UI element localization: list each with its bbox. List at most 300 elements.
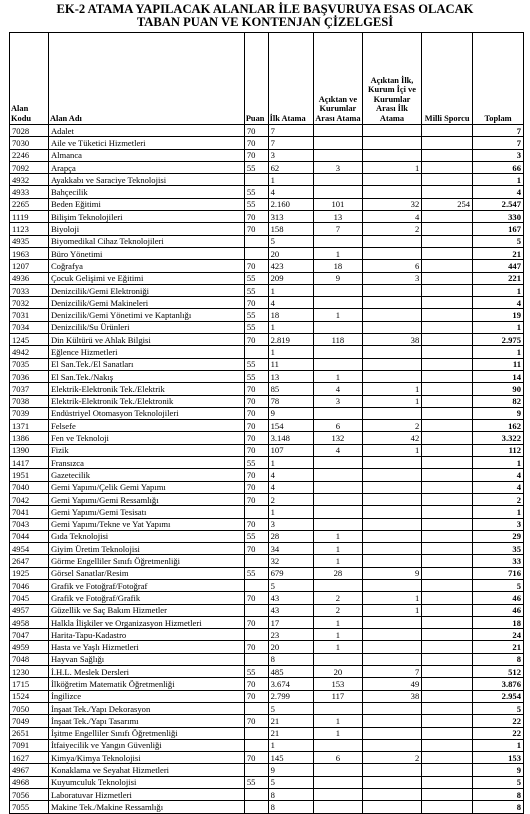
cell-toplam: 9	[473, 407, 524, 419]
cell-toplam: 18	[473, 616, 524, 628]
table-row	[10, 161, 524, 173]
cell-alan-adi: İşitme Engelliler Sınıfı Öğretmenliği	[48, 727, 244, 739]
cell-alan-adi: Gemi Yapımı/Gemi Ressamlığı	[48, 493, 244, 505]
cell-alan-adi: Bahçecilik	[48, 186, 244, 198]
cell-aciktan-ilk-kurum-ici: 1	[362, 604, 422, 616]
cell-puan: 70	[244, 518, 268, 530]
cell-toplam: 2.975	[473, 334, 524, 346]
table-row	[10, 444, 524, 456]
cell-aciktan-ilk-kurum-ici	[362, 481, 422, 493]
cell-puan: 70	[244, 223, 268, 235]
cell-aciktan-kurumlar-arasi	[314, 137, 363, 149]
cell-toplam: 8	[473, 789, 524, 801]
cell-aciktan-ilk-kurum-ici	[362, 543, 422, 555]
cell-alan-kodu: 7043	[10, 518, 49, 530]
cell-toplam: 2.954	[473, 690, 524, 702]
cell-aciktan-kurumlar-arasi	[314, 518, 363, 530]
cell-aciktan-ilk-kurum-ici	[362, 579, 422, 591]
cell-puan: 55	[244, 321, 268, 333]
cell-alan-kodu: 7049	[10, 715, 49, 727]
table-row	[10, 420, 524, 432]
cell-milli-sporcu	[422, 457, 473, 469]
cell-puan: 55	[244, 161, 268, 173]
cell-toplam: 1	[473, 321, 524, 333]
cell-aciktan-ilk-kurum-ici	[362, 555, 422, 567]
cell-milli-sporcu	[422, 211, 473, 223]
cell-toplam: 167	[473, 223, 524, 235]
table-row	[10, 137, 524, 149]
cell-alan-kodu: 4942	[10, 346, 49, 358]
cell-alan-adi: Fransızca	[48, 457, 244, 469]
cell-aciktan-kurumlar-arasi: 7	[314, 223, 363, 235]
cell-ilk-atama: 34	[268, 543, 313, 555]
cell-toplam: 330	[473, 211, 524, 223]
cell-toplam: 4	[473, 186, 524, 198]
cell-milli-sporcu	[422, 776, 473, 788]
table-row	[10, 690, 524, 702]
cell-alan-kodu: 4967	[10, 764, 49, 776]
cell-alan-kodu: 1925	[10, 567, 49, 579]
cell-alan-kodu: 7031	[10, 309, 49, 321]
cell-aciktan-ilk-kurum-ici	[362, 702, 422, 714]
cell-aciktan-ilk-kurum-ici	[362, 137, 422, 149]
cell-ilk-atama: 17	[268, 616, 313, 628]
cell-alan-adi: Hayvan Sağlığı	[48, 653, 244, 665]
quota-table	[9, 32, 524, 814]
cell-alan-adi: İtfaiyecilik ve Yangın Güvenliği	[48, 739, 244, 751]
cell-toplam: 3	[473, 149, 524, 161]
cell-alan-kodu: 1524	[10, 690, 49, 702]
cell-puan: 70	[244, 493, 268, 505]
cell-toplam: 21	[473, 641, 524, 653]
header-aciktan-ilk-kurum-ici: Açıktan İlk, Kurum İçi ve Kurumlar Arası İlk Atama	[362, 33, 422, 125]
cell-alan-adi: Denizcilik/Gemi Elektroniği	[48, 284, 244, 296]
table-row	[10, 604, 524, 616]
cell-aciktan-ilk-kurum-ici: 42	[362, 432, 422, 444]
cell-toplam: 4	[473, 469, 524, 481]
cell-puan	[244, 653, 268, 665]
table-row	[10, 358, 524, 370]
table-row	[10, 801, 524, 813]
cell-toplam: 4	[473, 297, 524, 309]
cell-alan-adi: Elektrik-Elektronik Tek./Elektronik	[48, 395, 244, 407]
cell-milli-sporcu	[422, 149, 473, 161]
cell-alan-adi: Büro Yönetimi	[48, 247, 244, 259]
header-alan-adi: Alan Adı	[48, 33, 244, 125]
cell-milli-sporcu	[422, 653, 473, 665]
cell-alan-adi: Bilişim Teknolojileri	[48, 211, 244, 223]
cell-ilk-atama: 7	[268, 137, 313, 149]
cell-milli-sporcu	[422, 789, 473, 801]
table-row	[10, 506, 524, 518]
table-row	[10, 543, 524, 555]
cell-aciktan-kurumlar-arasi: 132	[314, 432, 363, 444]
cell-aciktan-ilk-kurum-ici	[362, 284, 422, 296]
cell-aciktan-kurumlar-arasi	[314, 764, 363, 776]
cell-puan: 55	[244, 358, 268, 370]
cell-ilk-atama: 8	[268, 789, 313, 801]
cell-toplam: 162	[473, 420, 524, 432]
cell-ilk-atama: 1	[268, 457, 313, 469]
cell-alan-kodu: 7040	[10, 481, 49, 493]
cell-aciktan-ilk-kurum-ici: 1	[362, 383, 422, 395]
cell-puan: 55	[244, 776, 268, 788]
cell-alan-adi: Fen ve Teknoloji	[48, 432, 244, 444]
cell-aciktan-ilk-kurum-ici: 9	[362, 567, 422, 579]
cell-aciktan-kurumlar-arasi	[314, 358, 363, 370]
cell-alan-kodu: 7055	[10, 801, 49, 813]
cell-alan-adi: Biyoloji	[48, 223, 244, 235]
cell-puan: 70	[244, 297, 268, 309]
cell-aciktan-ilk-kurum-ici	[362, 457, 422, 469]
cell-aciktan-kurumlar-arasi: 18	[314, 260, 363, 272]
cell-alan-kodu: 1627	[10, 752, 49, 764]
cell-aciktan-ilk-kurum-ici	[362, 518, 422, 530]
table-row	[10, 370, 524, 382]
cell-ilk-atama: 43	[268, 604, 313, 616]
cell-alan-kodu: 7036	[10, 370, 49, 382]
cell-aciktan-ilk-kurum-ici	[362, 346, 422, 358]
cell-milli-sporcu	[422, 629, 473, 641]
cell-aciktan-kurumlar-arasi: 1	[314, 629, 363, 641]
cell-alan-kodu: 1207	[10, 260, 49, 272]
cell-alan-kodu: 7092	[10, 161, 49, 173]
header-aciktan-kurumlar-arasi: Açıktan ve Kurumlar Arası Atama	[314, 33, 363, 125]
cell-puan	[244, 739, 268, 751]
cell-alan-kodu: 7042	[10, 493, 49, 505]
cell-alan-adi: Kuyumculuk Teknolojisi	[48, 776, 244, 788]
cell-ilk-atama: 9	[268, 764, 313, 776]
cell-puan: 70	[244, 334, 268, 346]
cell-aciktan-kurumlar-arasi: 2	[314, 604, 363, 616]
cell-alan-kodu: 1371	[10, 420, 49, 432]
cell-ilk-atama: 18	[268, 309, 313, 321]
cell-alan-adi: Denizcilik/Gemi Yönetimi ve Kaptanlığı	[48, 309, 244, 321]
cell-aciktan-ilk-kurum-ici	[362, 321, 422, 333]
cell-alan-adi: Fizik	[48, 444, 244, 456]
cell-puan	[244, 506, 268, 518]
cell-aciktan-ilk-kurum-ici	[362, 653, 422, 665]
cell-milli-sporcu	[422, 555, 473, 567]
table-row	[10, 432, 524, 444]
table-row	[10, 321, 524, 333]
cell-alan-kodu: 7046	[10, 579, 49, 591]
cell-aciktan-kurumlar-arasi	[314, 739, 363, 751]
cell-aciktan-ilk-kurum-ici	[362, 801, 422, 813]
cell-toplam: 22	[473, 715, 524, 727]
cell-aciktan-kurumlar-arasi: 13	[314, 211, 363, 223]
cell-ilk-atama: 485	[268, 666, 313, 678]
cell-milli-sporcu	[422, 702, 473, 714]
table-row	[10, 211, 524, 223]
cell-puan	[244, 247, 268, 259]
cell-aciktan-ilk-kurum-ici	[362, 739, 422, 751]
cell-toplam: 90	[473, 383, 524, 395]
cell-alan-adi: Denizcilik/Gemi Makineleri	[48, 297, 244, 309]
table-row	[10, 715, 524, 727]
cell-alan-kodu: 7034	[10, 321, 49, 333]
cell-aciktan-ilk-kurum-ici	[362, 358, 422, 370]
cell-aciktan-kurumlar-arasi	[314, 125, 363, 137]
cell-alan-adi: Gemi Yapımı/Tekne ve Yat Yapımı	[48, 518, 244, 530]
cell-ilk-atama: 209	[268, 272, 313, 284]
cell-aciktan-ilk-kurum-ici	[362, 727, 422, 739]
cell-milli-sporcu	[422, 530, 473, 542]
cell-milli-sporcu	[422, 125, 473, 137]
table-row	[10, 592, 524, 604]
cell-aciktan-kurumlar-arasi	[314, 321, 363, 333]
cell-alan-adi: Adalet	[48, 125, 244, 137]
cell-milli-sporcu	[422, 161, 473, 173]
cell-aciktan-ilk-kurum-ici	[362, 235, 422, 247]
cell-alan-adi: Biyomedikal Cihaz Teknolojileri	[48, 235, 244, 247]
cell-toplam: 1	[473, 174, 524, 186]
cell-aciktan-kurumlar-arasi: 1	[314, 530, 363, 542]
table-row	[10, 567, 524, 579]
cell-alan-adi: Arapça	[48, 161, 244, 173]
cell-ilk-atama: 23	[268, 629, 313, 641]
cell-toplam: 21	[473, 247, 524, 259]
cell-ilk-atama: 3.148	[268, 432, 313, 444]
cell-aciktan-kurumlar-arasi	[314, 493, 363, 505]
cell-ilk-atama: 7	[268, 125, 313, 137]
cell-ilk-atama: 154	[268, 420, 313, 432]
cell-ilk-atama: 43	[268, 592, 313, 604]
cell-aciktan-kurumlar-arasi	[314, 284, 363, 296]
cell-alan-adi: Din Kültürü ve Ahlak Bilgisi	[48, 334, 244, 346]
cell-aciktan-ilk-kurum-ici: 1	[362, 161, 422, 173]
cell-puan: 70	[244, 432, 268, 444]
cell-toplam: 1	[473, 346, 524, 358]
cell-milli-sporcu	[422, 752, 473, 764]
cell-ilk-atama: 3.674	[268, 678, 313, 690]
cell-aciktan-ilk-kurum-ici: 3	[362, 272, 422, 284]
cell-ilk-atama: 5	[268, 579, 313, 591]
cell-alan-kodu: 7028	[10, 125, 49, 137]
table-row	[10, 457, 524, 469]
cell-aciktan-ilk-kurum-ici: 38	[362, 690, 422, 702]
cell-milli-sporcu	[422, 666, 473, 678]
cell-toplam: 4	[473, 481, 524, 493]
cell-aciktan-ilk-kurum-ici	[362, 469, 422, 481]
cell-alan-kodu: 7037	[10, 383, 49, 395]
cell-puan: 70	[244, 752, 268, 764]
cell-toplam: 221	[473, 272, 524, 284]
cell-aciktan-kurumlar-arasi: 1	[314, 641, 363, 653]
cell-aciktan-kurumlar-arasi: 3	[314, 395, 363, 407]
cell-milli-sporcu	[422, 432, 473, 444]
cell-alan-kodu: 1951	[10, 469, 49, 481]
cell-alan-adi: İngilizce	[48, 690, 244, 702]
cell-aciktan-kurumlar-arasi: 3	[314, 161, 363, 173]
cell-aciktan-ilk-kurum-ici	[362, 493, 422, 505]
cell-toplam: 19	[473, 309, 524, 321]
cell-alan-kodu: 7091	[10, 739, 49, 751]
cell-milli-sporcu	[422, 137, 473, 149]
cell-puan: 55	[244, 309, 268, 321]
cell-alan-kodu: 1123	[10, 223, 49, 235]
cell-aciktan-kurumlar-arasi	[314, 579, 363, 591]
cell-alan-adi: Eğlence Hizmetleri	[48, 346, 244, 358]
cell-toplam: 46	[473, 604, 524, 616]
cell-aciktan-kurumlar-arasi: 1	[314, 727, 363, 739]
table-row	[10, 641, 524, 653]
cell-puan: 70	[244, 260, 268, 272]
table-row	[10, 395, 524, 407]
cell-puan: 70	[244, 383, 268, 395]
cell-milli-sporcu	[422, 272, 473, 284]
cell-toplam: 447	[473, 260, 524, 272]
table-row	[10, 247, 524, 259]
cell-aciktan-kurumlar-arasi: 6	[314, 420, 363, 432]
cell-ilk-atama: 3	[268, 518, 313, 530]
cell-puan: 70	[244, 211, 268, 223]
table-row	[10, 383, 524, 395]
table-row	[10, 272, 524, 284]
cell-aciktan-ilk-kurum-ici: 38	[362, 334, 422, 346]
header-milli-sporcu: Milli Sporcu	[422, 33, 473, 125]
cell-puan: 55	[244, 186, 268, 198]
cell-aciktan-kurumlar-arasi	[314, 149, 363, 161]
cell-alan-adi: Coğrafya	[48, 260, 244, 272]
cell-aciktan-kurumlar-arasi: 1	[314, 543, 363, 555]
cell-alan-adi: Gemi Yapımı/Çelik Gemi Yapımı	[48, 481, 244, 493]
cell-puan: 70	[244, 641, 268, 653]
cell-puan	[244, 629, 268, 641]
cell-aciktan-ilk-kurum-ici	[362, 149, 422, 161]
cell-alan-kodu: 1417	[10, 457, 49, 469]
table-row	[10, 530, 524, 542]
cell-milli-sporcu	[422, 678, 473, 690]
cell-alan-adi: Elektrik-Elektronik Tek./Elektrik	[48, 383, 244, 395]
cell-puan: 70	[244, 690, 268, 702]
cell-toplam: 8	[473, 653, 524, 665]
cell-alan-adi: Endüstriyel Otomasyon Teknolojileri	[48, 407, 244, 419]
cell-alan-kodu: 4935	[10, 235, 49, 247]
cell-aciktan-kurumlar-arasi: 1	[314, 616, 363, 628]
cell-aciktan-kurumlar-arasi	[314, 407, 363, 419]
cell-milli-sporcu	[422, 395, 473, 407]
table-row	[10, 174, 524, 186]
cell-ilk-atama: 1	[268, 506, 313, 518]
table-row	[10, 666, 524, 678]
cell-aciktan-kurumlar-arasi: 118	[314, 334, 363, 346]
cell-aciktan-ilk-kurum-ici: 1	[362, 444, 422, 456]
cell-toplam: 24	[473, 629, 524, 641]
cell-alan-kodu: 4959	[10, 641, 49, 653]
cell-milli-sporcu	[422, 383, 473, 395]
cell-puan: 70	[244, 543, 268, 555]
cell-ilk-atama: 2.160	[268, 198, 313, 210]
cell-ilk-atama: 3	[268, 149, 313, 161]
cell-ilk-atama: 21	[268, 727, 313, 739]
cell-ilk-atama: 158	[268, 223, 313, 235]
title-line-1: EK-2 ATAMA YAPILACAK ALANLAR İLE BAŞVURUYA ESAS OLACAK	[56, 2, 474, 16]
cell-ilk-atama: 8	[268, 653, 313, 665]
cell-alan-adi: Felsefe	[48, 420, 244, 432]
cell-ilk-atama: 1	[268, 174, 313, 186]
cell-milli-sporcu	[422, 247, 473, 259]
table-header-row	[10, 33, 524, 125]
cell-alan-kodu: 7032	[10, 297, 49, 309]
cell-toplam: 8	[473, 801, 524, 813]
table-row	[10, 198, 524, 210]
cell-aciktan-kurumlar-arasi: 2	[314, 592, 363, 604]
cell-aciktan-kurumlar-arasi: 1	[314, 247, 363, 259]
cell-milli-sporcu	[422, 174, 473, 186]
cell-toplam: 5	[473, 776, 524, 788]
cell-aciktan-ilk-kurum-ici: 1	[362, 592, 422, 604]
cell-aciktan-kurumlar-arasi	[314, 506, 363, 518]
cell-alan-adi: Almanca	[48, 149, 244, 161]
cell-aciktan-ilk-kurum-ici	[362, 641, 422, 653]
cell-alan-kodu: 7044	[10, 530, 49, 542]
cell-aciktan-ilk-kurum-ici: 49	[362, 678, 422, 690]
cell-puan	[244, 579, 268, 591]
cell-aciktan-ilk-kurum-ici	[362, 506, 422, 518]
cell-ilk-atama: 5	[268, 235, 313, 247]
cell-milli-sporcu	[422, 469, 473, 481]
table-row	[10, 223, 524, 235]
cell-toplam: 3.322	[473, 432, 524, 444]
cell-alan-kodu: 7050	[10, 702, 49, 714]
cell-puan: 55	[244, 567, 268, 579]
cell-alan-kodu: 7048	[10, 653, 49, 665]
cell-alan-kodu: 7056	[10, 789, 49, 801]
cell-aciktan-kurumlar-arasi: 1	[314, 370, 363, 382]
cell-alan-adi: İnşaat Tek./Yapı Dekorasyon	[48, 702, 244, 714]
cell-toplam: 153	[473, 752, 524, 764]
cell-aciktan-ilk-kurum-ici: 4	[362, 211, 422, 223]
cell-toplam: 512	[473, 666, 524, 678]
cell-alan-adi: Laboratuvar Hizmetleri	[48, 789, 244, 801]
cell-puan: 70	[244, 678, 268, 690]
cell-toplam: 2	[473, 493, 524, 505]
cell-alan-kodu: 7030	[10, 137, 49, 149]
table-row	[10, 297, 524, 309]
cell-aciktan-ilk-kurum-ici: 2	[362, 420, 422, 432]
cell-ilk-atama: 11	[268, 358, 313, 370]
cell-milli-sporcu	[422, 727, 473, 739]
cell-alan-kodu: 4954	[10, 543, 49, 555]
cell-aciktan-ilk-kurum-ici: 2	[362, 752, 422, 764]
cell-ilk-atama: 4	[268, 481, 313, 493]
cell-aciktan-kurumlar-arasi	[314, 457, 363, 469]
cell-puan: 70	[244, 149, 268, 161]
document-title	[0, 3, 530, 29]
cell-aciktan-ilk-kurum-ici	[362, 370, 422, 382]
cell-milli-sporcu	[422, 186, 473, 198]
cell-alan-kodu: 4968	[10, 776, 49, 788]
cell-toplam: 35	[473, 543, 524, 555]
cell-alan-adi: Grafik ve Fotoğraf/Fotoğraf	[48, 579, 244, 591]
cell-toplam: 14	[473, 370, 524, 382]
cell-toplam: 1	[473, 457, 524, 469]
cell-aciktan-kurumlar-arasi: 1	[314, 715, 363, 727]
header-alan-kodu: Alan Kodu	[10, 33, 49, 125]
cell-aciktan-kurumlar-arasi: 117	[314, 690, 363, 702]
cell-milli-sporcu	[422, 604, 473, 616]
cell-aciktan-ilk-kurum-ici: 1	[362, 395, 422, 407]
cell-alan-adi: Beden Eğitimi	[48, 198, 244, 210]
cell-milli-sporcu	[422, 715, 473, 727]
cell-ilk-atama: 4	[268, 469, 313, 481]
table-row	[10, 752, 524, 764]
cell-ilk-atama: 1	[268, 346, 313, 358]
cell-puan: 70	[244, 616, 268, 628]
cell-milli-sporcu	[422, 690, 473, 702]
cell-toplam: 7	[473, 137, 524, 149]
